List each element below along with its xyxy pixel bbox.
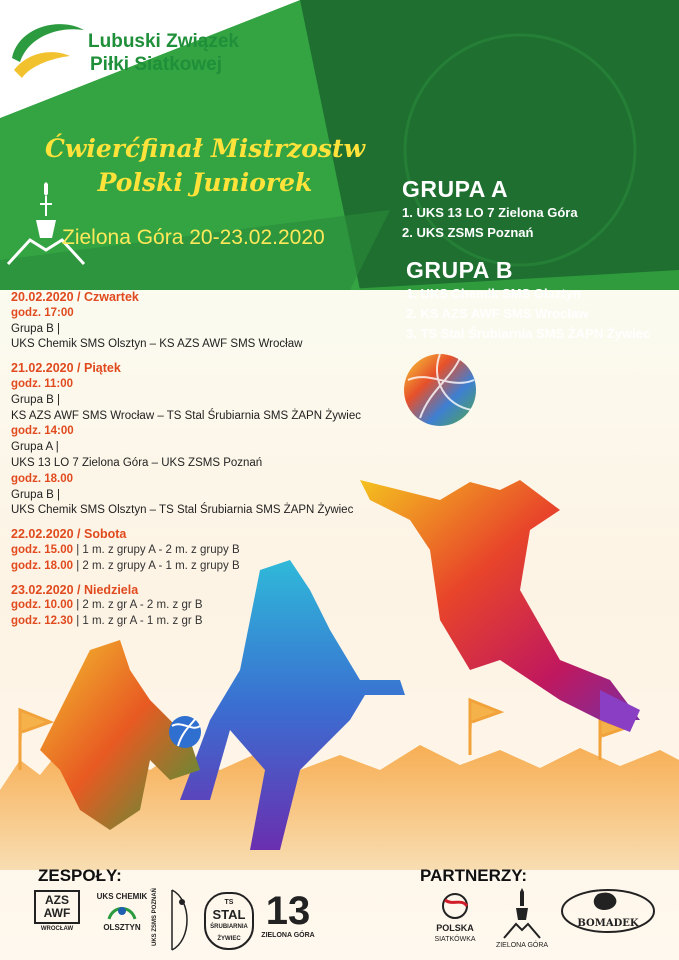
org-name-line1: Lubuski Związek — [88, 31, 239, 52]
logo-text: UKS ZSMS POZNAŃ — [152, 888, 158, 947]
logo-text: ŻYWIEC — [217, 936, 241, 942]
group-a-team: 2. UKS ZSMS Poznań — [402, 225, 534, 240]
match-time: godz. 15.00 — [11, 543, 73, 556]
logo-text: UKS CHEMIK — [96, 892, 148, 901]
lzps-logo-icon — [8, 18, 86, 80]
match-teams: | 1 m. z grupy A - 2 m. z grupy B — [76, 543, 240, 556]
match-teams: UKS Chemik SMS Olsztyn – TS Stal Śrubiarnia SMS ŻAPN Żywiec — [11, 504, 354, 517]
match-teams: | 1 m. z gr A - 1 m. z gr B — [76, 615, 203, 628]
match-time: godz. 12.30 — [11, 615, 73, 628]
day-heading: 20.02.2020 / Czwartek — [11, 290, 139, 304]
azs-awf-logo-box — [34, 890, 80, 924]
group-a-list — [402, 203, 578, 243]
match-time: godz. 18.00 — [11, 559, 73, 572]
org-name-line2: Piłki Siatkowej — [90, 54, 222, 75]
logo-text: ZIELONA GÓRA — [495, 942, 549, 949]
match-time: godz. 11:00 — [11, 377, 73, 390]
volleyball-icon — [400, 350, 480, 430]
zielona-gora-monument-icon — [6, 180, 86, 270]
event-title-line1: Ćwierćfinał Mistrzostw — [44, 134, 366, 163]
day-heading: 22.02.2020 / Sobota — [11, 527, 127, 542]
match-group: Grupa B | — [11, 322, 61, 335]
group-b-list — [406, 284, 650, 344]
match-group: Grupa A | — [11, 441, 59, 454]
chemik-emblem-icon — [105, 901, 139, 921]
logo-text: ZIELONA GÓRA — [261, 932, 315, 939]
day-heading: 23.02.2020 / Niedziela — [11, 582, 139, 597]
uks-zsms-logo — [152, 888, 166, 948]
logo-text: SIATKÓWKA — [434, 936, 476, 943]
logo-text: BOMADEK — [577, 918, 639, 929]
logo-text: AZS — [45, 893, 69, 907]
group-b-team: 2. KS AZS AWF SMS Wrocław — [406, 306, 589, 321]
match-time: godz. 14:00 — [11, 425, 74, 438]
logo-text: ŚRUBIARNIA — [210, 924, 248, 930]
bomadek-logo — [560, 888, 656, 939]
city-dates: Zielona Góra 20-23.02.2020 — [62, 226, 325, 249]
logo-text: STAL — [212, 907, 246, 922]
zsms-emblem-icon — [168, 888, 198, 952]
match-teams: UKS Chemik SMS Olsztyn – KS AZS AWF SMS Wrocław — [11, 338, 303, 351]
azs-awf-logo — [34, 890, 80, 932]
match-group: Grupa B | — [11, 393, 61, 406]
group-a-team: 1. UKS 13 LO 7 Zielona Góra — [402, 205, 578, 220]
logo-text: WROCŁAW — [40, 926, 74, 932]
group-a-heading: GRUPA A — [402, 176, 509, 202]
polska-siatkowka-emblem-icon — [435, 892, 475, 920]
ts-stal-logo — [204, 892, 254, 950]
teams-heading: ZESPOŁY: — [38, 866, 122, 885]
ts-stal-shield — [204, 892, 254, 950]
event-title-line2: Polski Juniorek — [97, 168, 313, 197]
uks-chemik-logo — [86, 892, 158, 932]
org-name — [88, 30, 239, 76]
match-time: godz. 10.00 — [11, 599, 73, 612]
logo-text: TS — [224, 899, 234, 906]
match-teams: KS AZS AWF SMS Wrocław – TS Stal Śrubiarnia SMS ŻAPN Żywiec — [11, 409, 361, 422]
match-teams: | 2 m. z gr A - 2 m. z gr B — [76, 599, 203, 612]
volleyball-players-illustration — [0, 470, 679, 870]
logo-text: AWF — [43, 906, 71, 920]
match-teams: UKS 13 LO 7 Zielona Góra – UKS ZSMS Poznań — [11, 456, 263, 469]
logo-text: OLSZTYN — [103, 923, 141, 932]
match-time: godz. 18.00 — [11, 472, 73, 485]
logo-text: POLSKA — [436, 923, 474, 933]
group-b-team: 3. TS Stal Śrubiarnia SMS ŻAPN Żywiec — [406, 326, 651, 341]
day-heading: 21.02.2020 / Piątek — [11, 361, 121, 376]
match-time: godz. 17:00 — [11, 306, 74, 319]
logo-text: 13 — [265, 889, 311, 933]
partners-heading: PARTNERZY: — [420, 866, 528, 885]
group-b-heading: GRUPA B — [406, 257, 513, 283]
uks-13-logo — [258, 890, 318, 939]
group-b-team: 1. UKS Chemik SMS Olsztyn — [406, 286, 581, 301]
match-teams: | 2 m. z grupy A - 1 m. z grupy B — [76, 559, 240, 572]
match-group: Grupa B | — [11, 488, 61, 501]
polska-siatkowka-logo — [420, 892, 490, 945]
zielona-gora-city-emblem-icon — [502, 886, 542, 940]
zielona-gora-city-logo — [490, 886, 554, 949]
